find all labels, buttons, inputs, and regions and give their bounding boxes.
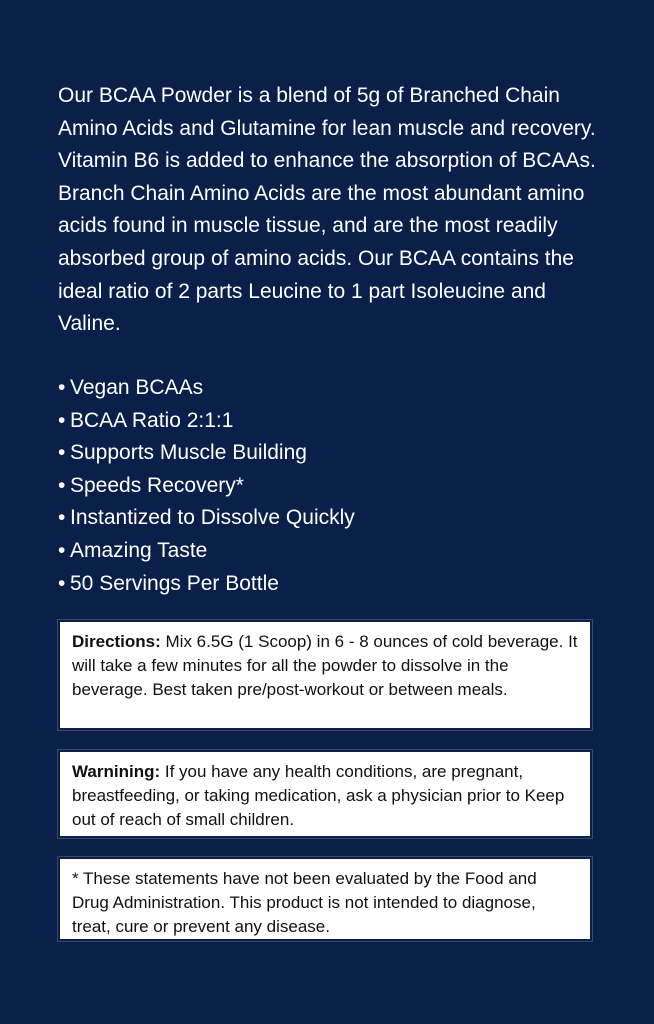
disclaimer-text: * These statements have not been evaluated by the Food and Drug Administration. This product is not intended to diagnose, treat, cure or prevent any disease. — [72, 869, 537, 936]
feature-item — [58, 568, 608, 601]
feature-text: BCAA Ratio 2:1:1 — [70, 408, 234, 432]
bullet-icon: • — [58, 473, 66, 497]
bullet-icon: • — [58, 538, 66, 562]
bullet-icon: • — [58, 571, 66, 595]
feature-item — [58, 535, 608, 568]
feature-text: 50 Servings Per Bottle — [70, 571, 279, 595]
warning-box — [58, 750, 592, 838]
feature-item — [58, 372, 608, 405]
feature-text: Speeds Recovery* — [70, 473, 244, 497]
bullet-icon: • — [58, 506, 66, 530]
feature-text: Supports Muscle Building — [70, 441, 307, 465]
bullet-icon: • — [58, 441, 66, 465]
feature-item — [58, 405, 608, 438]
feature-text: Instantized to Dissolve Quickly — [70, 506, 355, 530]
disclaimer-box — [58, 857, 592, 941]
directions-label: Directions: — [72, 632, 161, 651]
feature-text: Amazing Taste — [70, 538, 208, 562]
feature-item — [58, 437, 608, 470]
feature-item — [58, 502, 608, 535]
bullet-icon: • — [58, 376, 66, 399]
feature-list — [58, 372, 608, 600]
feature-text: Vegan BCAAs — [70, 376, 204, 399]
product-description: Our BCAA Powder is a blend of 5g of Branched Chain Amino Acids and Glutamine for lean muscle and recovery. Vitamin B6 is added to enhance the absorption of BCAAs. Branch Chain Amino Acids are the most abundant amino acids found in muscle tissue, and are the most readily absorbed group of amino acids. Our BCAA contains the ideal ratio of 2 parts Leucine to 1 part Isoleucine and Valine. — [58, 84, 596, 336]
warning-label: Warnining: — [72, 762, 161, 781]
warning-text: If you have any health conditions, are pregnant, breastfeeding, or taking medication, ask a physician prior to Keep out of reach of small children. — [72, 762, 565, 829]
feature-item — [58, 470, 608, 503]
directions-box — [58, 620, 592, 730]
directions-text: Mix 6.5G (1 Scoop) in 6 - 8 ounces of cold beverage. It will take a few minutes for all the powder to dissolve in the beverage. Best taken pre/post-workout or between meals. — [72, 632, 578, 699]
bullet-icon: • — [58, 408, 66, 432]
